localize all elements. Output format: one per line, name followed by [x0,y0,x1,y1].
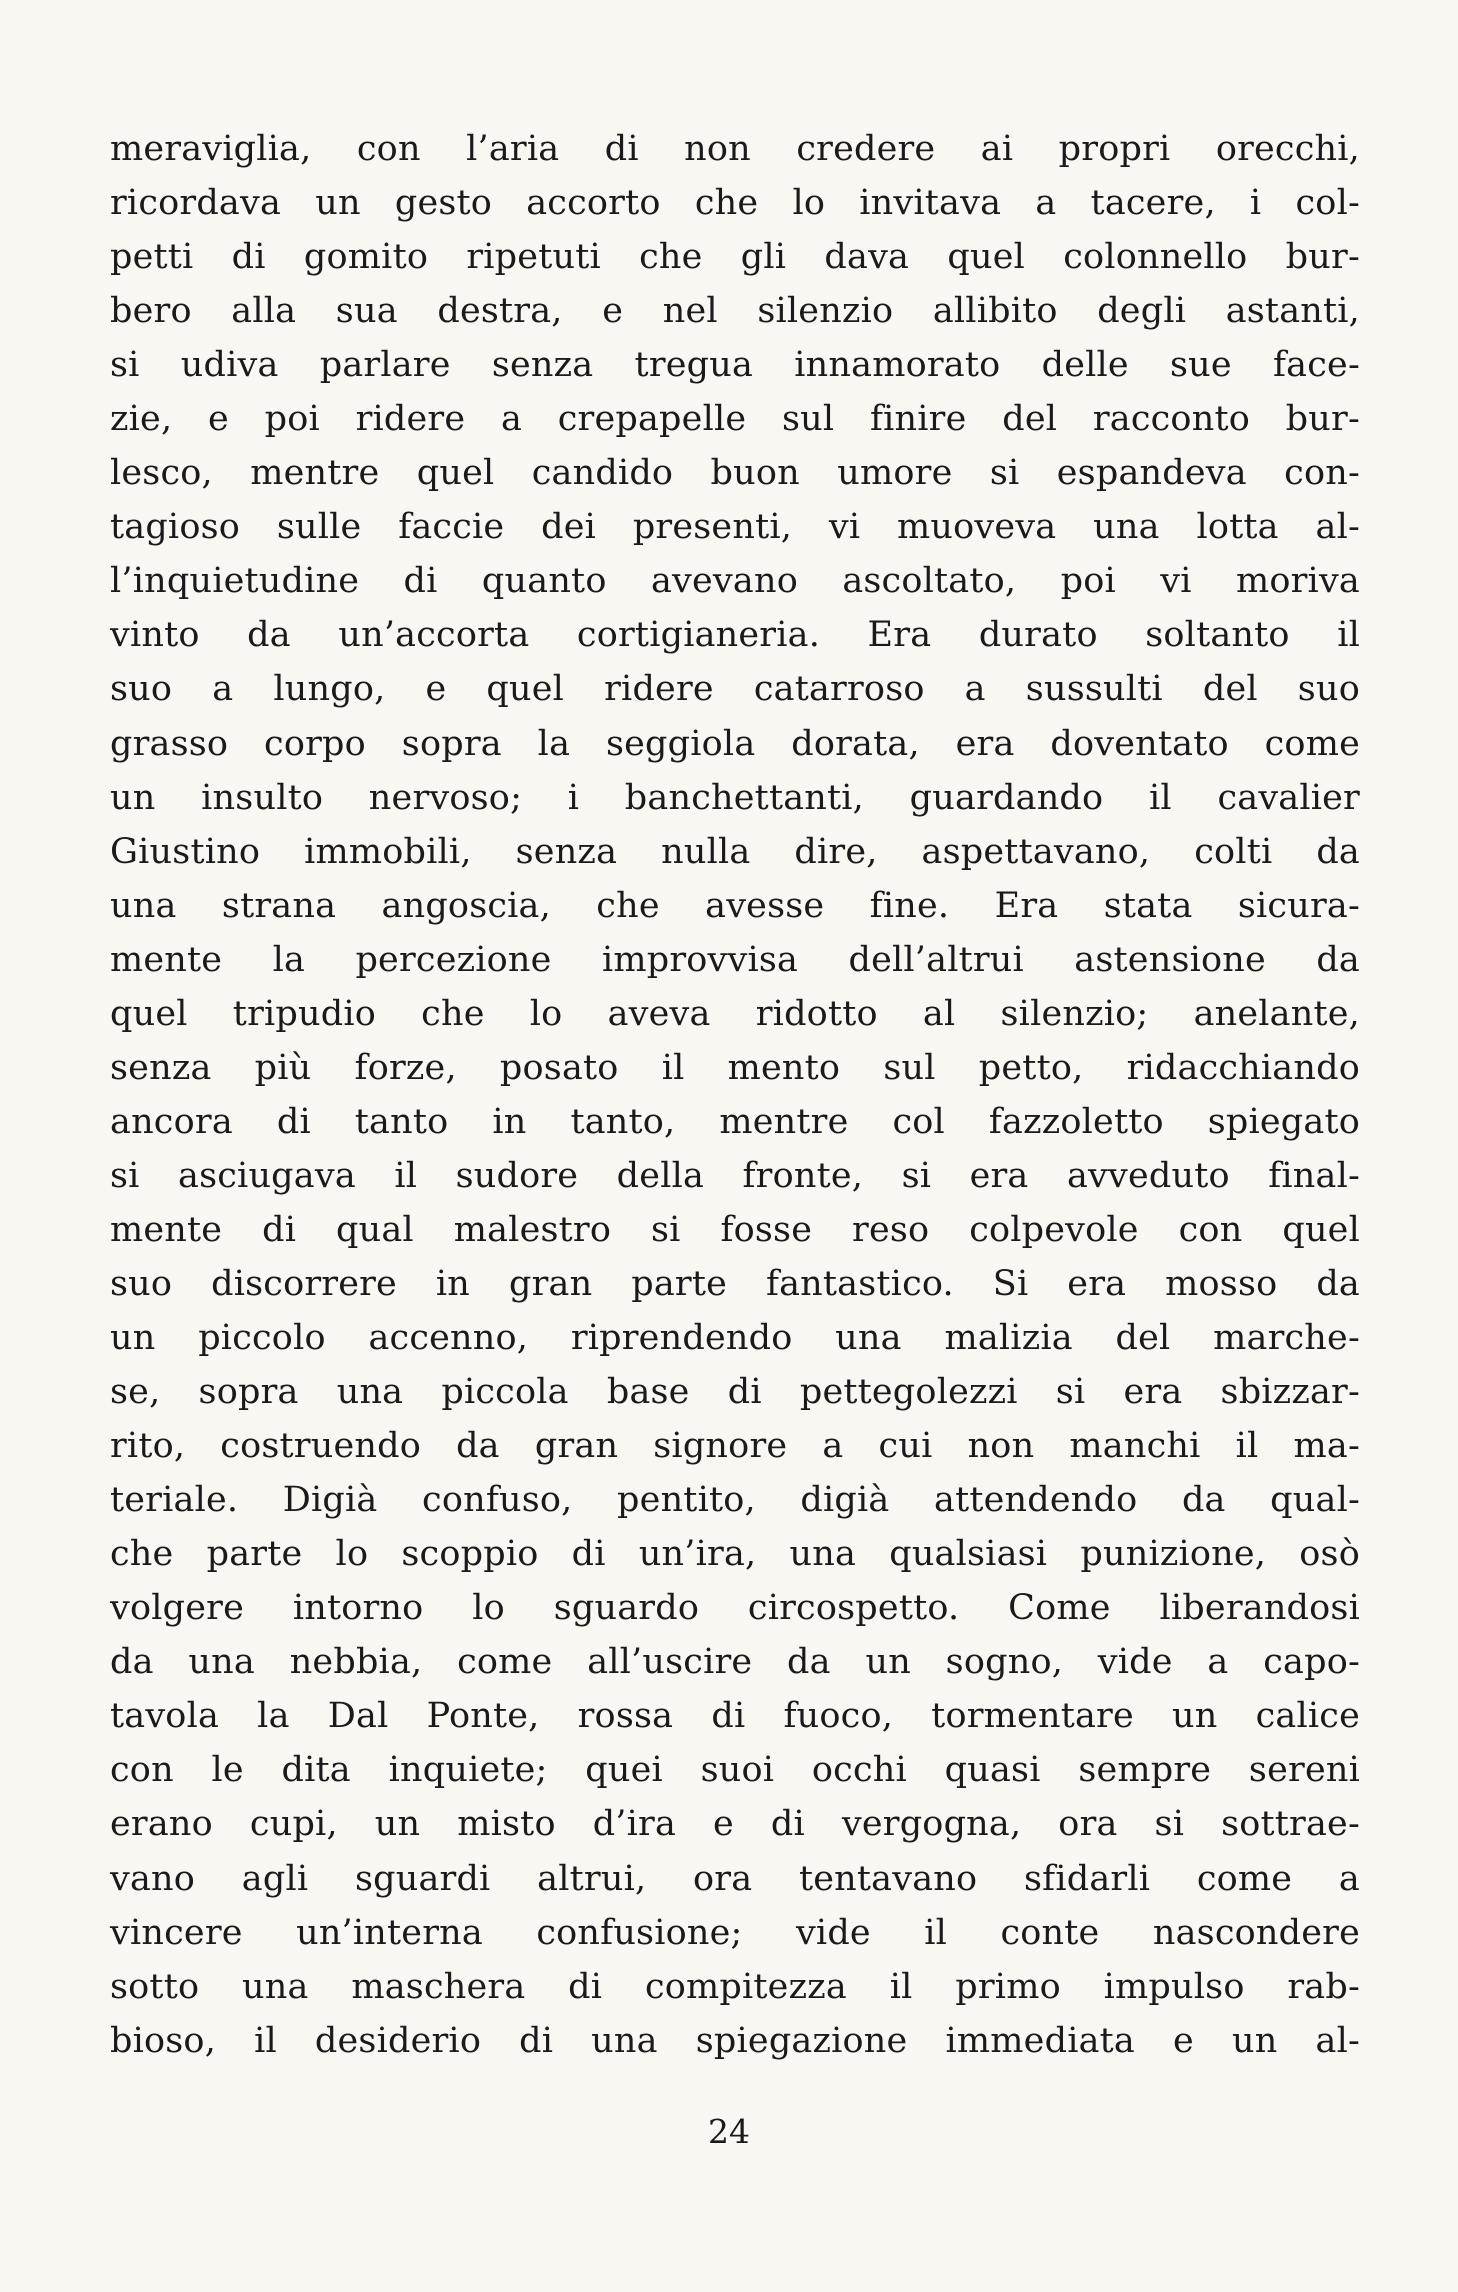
text-line: vincere un’interna confusione; vide il conte nascondere [110,1912,1360,1953]
text-line: vinto da un’accorta cortigianeria. Era durato soltanto il [110,615,1360,656]
text-line: si asciugava il sudore della fronte, si era avveduto final- [110,1155,1360,1196]
text-line: si udiva parlare senza tregua innamorato delle sue face- [110,345,1360,386]
text-line: sotto una maschera di compitezza il primo impulso rab- [110,1966,1360,2007]
text-line: grasso corpo sopra la seggiola dorata, era doventato come [110,723,1360,764]
text-line: senza più forze, posato il mento sul petto, ridacchiando [110,1047,1360,1088]
text-line: vano agli sguardi altrui, ora tentavano sfidarli come a [110,1858,1360,1899]
text-line: da una nebbia, come all’uscire da un sogno, vide a capo- [110,1642,1360,1683]
text-line: una strana angoscia, che avesse fine. Era stata sicura- [110,885,1360,926]
text-line: tagioso sulle faccie dei presenti, vi muoveva una lotta al- [110,507,1360,548]
text-line: petti di gomito ripetuti che gli dava quel colonnello bur- [110,237,1360,278]
text-line: suo a lungo, e quel ridere catarroso a sussulti del suo [110,669,1360,710]
text-line: tavola la Dal Ponte, rossa di fuoco, tormentare un calice [110,1696,1360,1737]
text-line: bero alla sua destra, e nel silenzio allibito degli astanti, [110,291,1360,332]
text-line: lesco, mentre quel candido buon umore si espandeva con- [110,453,1360,494]
page-number: 24 [708,2112,750,2151]
text-line: Giustino immobili, senza nulla dire, aspettavano, colti da [110,831,1360,872]
text-line: quel tripudio che lo aveva ridotto al silenzio; anelante, [110,993,1360,1034]
text-line: che parte lo scoppio di un’ira, una qualsiasi punizione, osò [110,1534,1360,1575]
text-line: meraviglia, con l’aria di non credere ai propri orecchi, [110,129,1360,169]
text-line: se, sopra una piccola base di pettegolezzi si era sbizzar- [110,1372,1360,1413]
body-text [110,122,1360,2068]
text-line: zie, e poi ridere a crepapelle sul finire del racconto bur- [110,399,1360,440]
text-line: ricordava un gesto accorto che lo invitava a tacere, i col- [110,183,1360,224]
text-line: con le dita inquiete; quei suoi occhi quasi sempre sereni [110,1750,1360,1791]
text-line: l’inquietudine di quanto avevano ascoltato, poi vi moriva [110,561,1360,602]
text-line: mente la percezione improvvisa dell’altrui astensione da [110,939,1360,980]
text-line: erano cupi, un misto d’ira e di vergogna, ora si sottrae- [110,1804,1360,1845]
text-line: rito, costruendo da gran signore a cui non manchi il ma- [110,1426,1360,1467]
text-line: suo discorrere in gran parte fantastico. Si era mosso da [110,1263,1360,1304]
text-line: un piccolo accenno, riprendendo una malizia del marche- [110,1318,1360,1359]
text-line: volgere intorno lo sguardo circospetto. Come liberandosi [110,1588,1360,1629]
text-line: un insulto nervoso; i banchettanti, guardando il cavalier [110,777,1360,818]
text-line: teriale. Digià confuso, pentito, digià attendendo da qual- [110,1480,1360,1521]
text-line: mente di qual malestro si fosse reso colpevole con quel [110,1209,1360,1250]
text-line: bioso, il desiderio di una spiegazione immediata e un al- [110,2020,1360,2061]
text-line: ancora di tanto in tanto, mentre col fazzoletto spiegato [110,1101,1360,1142]
